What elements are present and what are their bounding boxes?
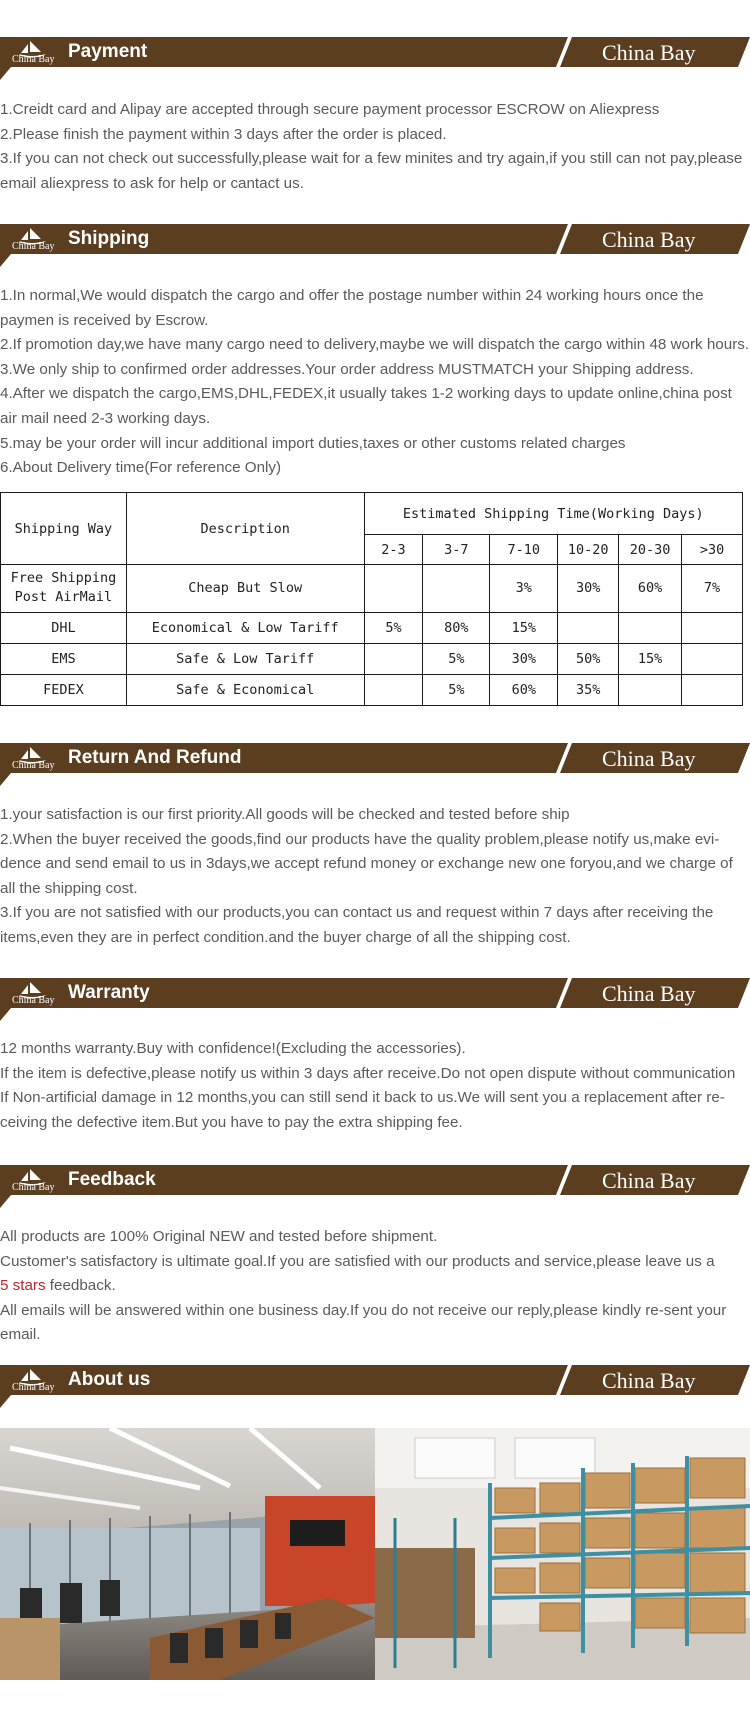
table-cell: 5% (423, 674, 490, 705)
feedback-suffix: feedback. (45, 1277, 116, 1295)
banner-tail (0, 67, 11, 80)
table-cell (682, 674, 743, 705)
shipping-line-4: 4.After we dispatch the cargo,EMS,DHL,FEDEX,it usually takes 1-2 working days to update online,china post air mail need 2-3 working days. (0, 385, 732, 427)
refund-text (0, 803, 750, 951)
refund-line-1: 1.your satisfaction is our first priority.All goods will be checked and tested before ship (0, 806, 570, 823)
section-title-shipping: Shipping (68, 228, 150, 249)
table-cell (619, 612, 682, 643)
shipping-line-5: 5.may be your order will incur additional import duties,taxes or other customs related charges (0, 434, 626, 452)
payment-line-3: 3.If you can not check out successfully,please wait for a few minites and try again,if you still can not pay,please email aliexpress to ask for help or cantact us. (0, 150, 743, 192)
table-cell (364, 674, 423, 705)
row-description: Cheap But Slow (126, 565, 364, 612)
feedback-line-2: Customer's satisfactory is ultimate goal.If you are satisfied with our products and service,please leave us a (0, 1252, 715, 1270)
table-cell: 60% (490, 674, 558, 705)
section-title-feedback: Feedback (68, 1169, 156, 1190)
table-cell: 15% (619, 643, 682, 674)
feedback-line-3: All emails will be answered within one business day.If you do not receive our reply,please kindly re-sent your email. (0, 1301, 727, 1344)
table-cell: 35% (558, 674, 619, 705)
table-cell (682, 643, 743, 674)
row-description: Economical & Low Tariff (126, 612, 364, 643)
range-header: 20-30 (619, 535, 682, 565)
table-row (1, 565, 743, 612)
payment-line-2: 2.Please finish the payment within 3 days after the order is placed. (0, 125, 447, 143)
table-cell: 15% (490, 612, 558, 643)
row-shipping-way: FEDEX (1, 674, 127, 705)
refund-banner (0, 743, 750, 783)
row-shipping-way: Free Shipping Post AirMail (1, 565, 127, 612)
shipping-line-1: 1.In normal,We would dispatch the cargo and offer the postage number within 24 working hours once the paymen is received by Escrow. (0, 287, 704, 329)
refund-line-3: 3.If you are not satisfied with our products,you can contact us and request within 7 days after receiving the items,even they are in perfect condition.and the buyer charge of all the shipping cost. (0, 904, 714, 946)
shipping-line-3: 3.We only ship to confirmed order addresses.Your order address MUSTMATCH your Shipping address. (0, 360, 694, 378)
range-header: >30 (682, 535, 743, 565)
table-cell: 50% (558, 643, 619, 674)
five-stars-text: 5 stars (0, 1277, 46, 1295)
table-cell: 60% (619, 565, 682, 612)
warranty-line-1: 12 months warranty.Buy with confidence!(Excluding the accessories). (0, 1040, 466, 1057)
banner-tail (0, 1008, 11, 1021)
warranty-text (0, 1037, 750, 1135)
header-shipping-way: Shipping Way (1, 493, 127, 565)
table-row (1, 643, 743, 674)
table-row (1, 612, 743, 643)
table-cell: 80% (423, 612, 490, 643)
warranty-line-2: If the item is defective,please notify us within 3 days after receive.Do not open dispute without communication (0, 1064, 736, 1082)
logo-text: China Bay (12, 241, 55, 252)
range-header: 3-7 (423, 535, 490, 565)
table-cell (364, 565, 423, 612)
section-title-warranty: Warranty (68, 982, 150, 1003)
row-shipping-way: EMS (1, 643, 127, 674)
table-cell: 30% (490, 643, 558, 674)
logo-text: China Bay (12, 760, 55, 771)
brand-name: China Bay (602, 981, 696, 1006)
about-banner (0, 1365, 750, 1405)
shipping-time-table (0, 492, 743, 706)
row-description: Safe & Economical (126, 674, 364, 705)
office-photo (0, 1428, 375, 1680)
table-cell (558, 612, 619, 643)
logo-text: China Bay (12, 995, 55, 1006)
shipping-line-6: 6.About Delivery time(For reference Only) (0, 459, 282, 477)
payment-line-1: 1.Creidt card and Alipay are accepted through secure payment processor ESCROW on Aliexpress (0, 101, 660, 118)
feedback-banner (0, 1165, 750, 1205)
shipping-line-2: 2.If promotion day,we have many cargo need to delivery,maybe we will dispatch the cargo within 48 work hours. (0, 336, 750, 354)
feedback-line-1: All products are 100% Original NEW and tested before shipment. (0, 1228, 438, 1245)
row-description: Safe & Low Tariff (126, 643, 364, 674)
brand-name: China Bay (602, 746, 696, 771)
warranty-banner (0, 978, 750, 1018)
table-cell (619, 674, 682, 705)
table-cell (423, 565, 490, 612)
shipping-banner (0, 224, 750, 264)
table-row (1, 674, 743, 705)
feedback-text (0, 1225, 750, 1348)
table-cell: 3% (490, 565, 558, 612)
logo-text: China Bay (12, 1182, 55, 1193)
brand-name: China Bay (602, 40, 696, 65)
brand-name: China Bay (602, 1368, 696, 1393)
payment-text (0, 98, 750, 196)
section-title-payment: Payment (68, 41, 148, 62)
feedback-stars-line (0, 1274, 750, 1299)
section-title-about: About us (68, 1369, 151, 1390)
warehouse-photo (375, 1428, 750, 1680)
table-cell: 5% (423, 643, 490, 674)
row-shipping-way: DHL (1, 612, 127, 643)
section-title-refund: Return And Refund (68, 747, 242, 768)
table-cell: 5% (364, 612, 423, 643)
shipping-text (0, 284, 750, 481)
header-estimated-time: Estimated Shipping Time(Working Days) (364, 493, 743, 535)
range-header: 10-20 (558, 535, 619, 565)
range-header: 2-3 (364, 535, 423, 565)
table-cell (682, 612, 743, 643)
brand-name: China Bay (602, 1168, 696, 1193)
refund-line-2: 2.When the buyer received the goods,find our products have the quality problem,please notify us,make evi-dence and send email to us in 3days,we accept refund money or exchange new one foryou,and we charge of all the shipping cost. (0, 830, 733, 897)
logo-text: China Bay (12, 54, 55, 65)
table-cell: 30% (558, 565, 619, 612)
table-cell: 7% (682, 565, 743, 612)
banner-tail (0, 1395, 11, 1408)
payment-banner (0, 37, 750, 77)
warranty-line-3: If Non-artificial damage in 12 months,you can still send it back to us.We will sent you a replacement after re-ceiving the defective item.But you have to pay the extra shipping fee. (0, 1089, 725, 1131)
table-cell (364, 643, 423, 674)
logo-text: China Bay (12, 1382, 55, 1393)
range-header: 7-10 (490, 535, 558, 565)
banner-tail (0, 254, 11, 267)
header-description: Description (126, 493, 364, 565)
banner-tail (0, 1195, 11, 1208)
brand-name: China Bay (602, 227, 696, 252)
banner-tail (0, 773, 11, 786)
